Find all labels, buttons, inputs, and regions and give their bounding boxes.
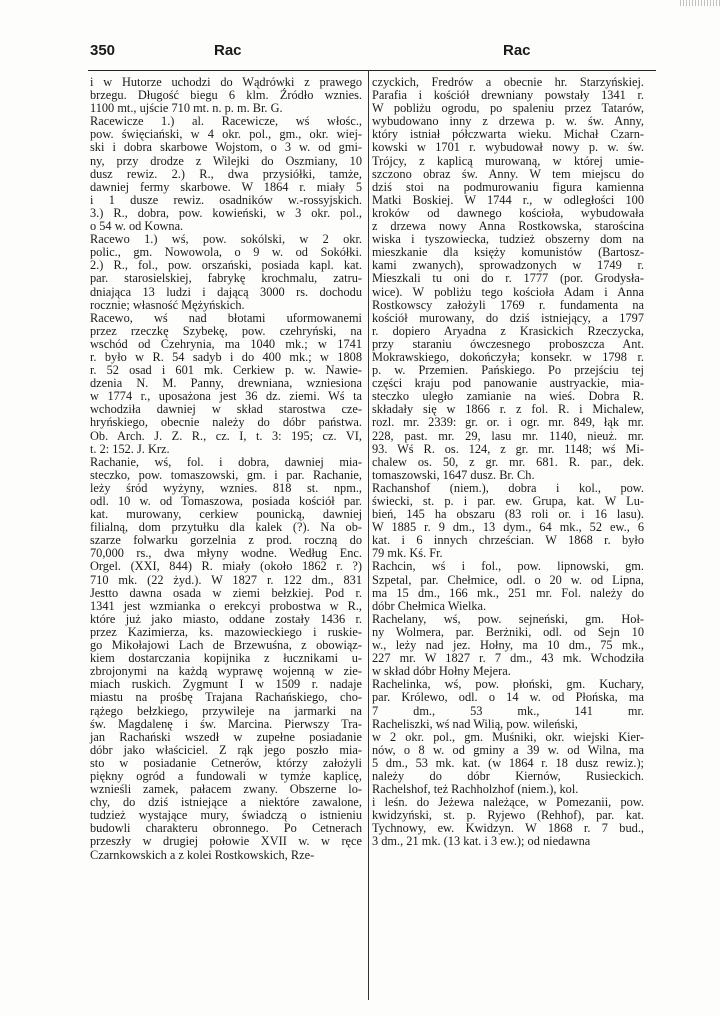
text-line: p. w. Przemien. Pańskiego. Po przejściu tej — [372, 363, 644, 378]
text-line: Mokrawskiego, dokończyła; konsekr. w 1798 r. — [372, 349, 644, 364]
page-header — [0, 42, 720, 64]
text-line: w 2 okr. pol., gm. Muśniki, okr. wiejski Kier- — [372, 729, 644, 744]
text-line: kat. murowany, cerkiew pounicką, dawniej — [90, 507, 362, 522]
text-line: dóbr jako właściciel. Z rąk jego poszło mia- — [90, 742, 362, 757]
text-line: miastu na prośbę Trajana Rachańskiego, cho- — [90, 690, 362, 705]
text-line: kat. i 6 innych chrześcian. W 1868 r. było — [372, 533, 644, 548]
text-line: bień, 145 ha obszaru (83 roli or. i 16 lasu). — [372, 507, 644, 522]
right-running-head: Rac — [503, 42, 531, 59]
text-line: 3 dm., 21 mk. (13 kat. i 3 ew.); od niedawna — [372, 834, 591, 849]
text-line: tomaszowski, 1647 dusz. Br. Ch. — [372, 467, 535, 482]
text-line: Jestto dawna osada w ziemi bełzkiej. Pod r. — [90, 585, 362, 600]
text-line: leży śród wyżyny, wznies. 818 st. npm., — [90, 480, 362, 495]
text-line: Tychnowy, ew. Kwidzyn. W 1868 r. 7 bud., — [372, 821, 644, 836]
text-line: dziś stoi na podmurowaniu figura kamienna — [372, 179, 644, 194]
text-line: r. dopiero Aryadna z Krasickich Rzeczycka, — [372, 323, 644, 338]
text-line: ny Wolmera, par. Berżniki, odl. od Sejn 10 — [372, 624, 644, 639]
text-line: czyckich, Fredrów a obecnie hr. Starzyńskiej. — [372, 75, 644, 89]
text-line: Ob. Arch. J. Z. R., cz. I, t. 3: 195; cz. VI, — [90, 428, 362, 443]
text-line: kwidzyński, st. p. Ryjewo (Rehhof), par. kat. — [372, 808, 644, 823]
text-line: Racewicze 1.) al. Racewicze, wś włośc., — [90, 114, 362, 129]
text-line: Rachanshof (niem.), dobra i kol., pow. — [372, 480, 644, 495]
text-line: pow. święciański, w 4 okr. pol., gm., okr. wiej- — [90, 127, 362, 142]
text-line: dniająca 13 ludzi i dającą 3000 rs. dochodu — [90, 284, 362, 299]
text-line: Racewo, wś nad błotami uformowanemi — [90, 310, 362, 325]
text-line: ski i dobra skarbowe Wojstom, o 3 w. od gmi- — [90, 140, 362, 155]
text-line: przez rzeczkę Szybekę, pow. czehryński, na — [90, 323, 362, 338]
text-line: 70,000 rs., dwa młyny wodne. Według Enc. — [90, 546, 362, 561]
text-line: dzenia N. M. Panny, drewniana, wzniesiona — [90, 376, 362, 391]
text-line: szczono obraz św. Anny. W tem miejscu do — [372, 166, 644, 181]
text-line: w 1774 r., uposażona jest 36 dz. ziemi. Wś ta — [90, 389, 362, 404]
text-line: filialną, dom przytułku dla kalek (?). Na ob- — [90, 520, 362, 535]
text-line: wice). W pobliżu tego kościoła Adam i Anna — [372, 284, 644, 299]
text-line: wznieśli zamek, pałacem zwany. Obszerne lo- — [90, 782, 362, 797]
text-line: należy do dóbr Kiernów, Rusieckich. — [372, 768, 644, 783]
text-line: dóbr Chełmica Wielka. — [372, 598, 487, 613]
text-line: t. 2: 152. J. Krz. — [90, 441, 170, 456]
text-line: 228, past. mr. 29, lasu mr. 1140, nieuż. mr. — [372, 428, 644, 443]
text-line: budowli charakteru obronnego. Po Cetnerach — [90, 821, 362, 836]
text-line: w., leży nad jez. Hołny, ma 10 dm., 75 mk., — [372, 638, 644, 653]
text-line: i w Hutorze uchodzi do Wądrówki z prawego — [90, 75, 362, 89]
column-divider — [368, 70, 369, 1000]
text-line: sto w posiadanie Cetnerów, którzy założyli — [90, 755, 362, 770]
text-line: ny, przy drodze z Wilejki do Oszmiany, 10 — [90, 153, 362, 168]
text-line: które już jako miasto, oddane zostały 1436 r. — [90, 611, 362, 626]
text-line: chalew os. 50, z gr. mr. 681. R. par., dek. — [372, 454, 644, 469]
text-line: Czarnkowskich a z kolei Rostkowskich, Rze- — [90, 847, 315, 862]
text-line: kiem dostarczania kopijnika z łucznikami u- — [90, 651, 362, 666]
text-line: rocznie; własność Mężyńskich. — [90, 297, 245, 312]
text-line: 1341 jest wzmianka o erekcyi probostwa w R., — [90, 598, 362, 613]
text-line: r. było w R. 54 sadyb i do 400 mk.; w 1808 — [90, 349, 362, 364]
text-line: Racewo 1.) wś, pow. sokólski, w 2 okr. — [90, 232, 362, 247]
text-line: składały się w 1866 r. z fol. R. i Michalew, — [372, 402, 644, 417]
text-line: Szpetal, par. Chełmice, odl. o 20 w. od Lipna, — [372, 572, 644, 587]
text-line: zbrojonymi na każdą wyprawę wojenną w zie- — [90, 664, 362, 679]
text-line: jan Rachański wszedł w zupełne posiadanie — [90, 729, 362, 744]
text-line: par. starosielskiej, fabrykę krochmalu, zatru- — [90, 271, 362, 286]
text-line: 3.) R., dobra, pow. kowieński, w 3 okr. pol., — [90, 205, 362, 220]
text-line: przy staraniu ówczesnego proboszcza Ant. — [372, 336, 644, 351]
scan-artifact — [680, 0, 720, 6]
text-line: 79 mk. Kś. Fr. — [372, 546, 443, 561]
text-line: wchodziła dawniej w skład starostwa cze- — [90, 402, 362, 417]
text-line: odl. 10 w. od Tomaszowa, posiada kościół par. — [90, 494, 362, 508]
text-line: przez Kazimierza, ks. mazowieckiego i ruskie- — [90, 624, 362, 639]
text-line: Rachelinka, wś, pow. płoński, gm. Kuchary, — [372, 677, 644, 692]
text-line: świecki, st. p. i par. ew. Grupa, kat. W Lu- — [372, 494, 644, 508]
text-line: piękny ogród a fundowali w tymże kaplicę, — [90, 768, 362, 783]
text-line: W pobliżu ogrodu, po spaleniu przez Tatarów, — [372, 101, 644, 116]
text-line: 2.) R., fol., pow. orszański, posiada kapl. kat. — [90, 258, 362, 273]
text-line: nów, o 8 w. od gminy a 39 w. od Wilna, ma — [372, 742, 644, 757]
text-line: 7 dm., 53 mk., 141 mr. — [372, 703, 644, 718]
text-line: Matki Boskiej. W 1744 r., w odległości 100 — [372, 192, 644, 207]
text-line: chy, do dziś istniejące a niektóre zawalone, — [90, 795, 362, 810]
text-line: polic., gm. Nowowola, o 9 w. od Sokółki. — [90, 245, 362, 260]
right-column — [372, 76, 644, 849]
text-line: 227 mr. W 1827 r. 7 dm., 43 mk. Wchodziła — [372, 651, 644, 666]
text-line: w skład dóbr Hołny Mejera. — [372, 664, 511, 679]
text-line: i leśn. do Jeżewa należące, w Pomezanii, pow. — [372, 795, 644, 810]
text-line: mieszkanie dla księży komunistów (Bartosz- — [372, 245, 644, 260]
text-line: kościół murowany, do dziś istniejący, a 1797 — [372, 310, 644, 325]
text-line: wiska i tyszowiecka, tudzież obszerny dom na — [372, 232, 644, 247]
text-line: dusz rewiz. 2.) R., dwa przysiółki, tamże, — [90, 166, 362, 181]
text-line: przeszły w drugiej połowie XVII w. w ręce — [90, 834, 362, 849]
text-line: tudzież wystające mury, świadczą o istnieniu — [90, 808, 362, 823]
text-line: rążego bełzkiego, przywileje na jarmarki na — [90, 703, 362, 718]
text-line: Rostkowscy założyli 1769 r. fundamenta na — [372, 297, 644, 312]
text-line: steczko, pow. tomaszowski, gm. i par. Rachanie, — [90, 467, 362, 482]
text-line: 710 mk. (22 żyd.). W 1827 r. 122 dm., 831 — [90, 572, 362, 587]
text-line: Rachelshof, też Rachholzhof (niem.), kol. — [372, 782, 579, 797]
text-line: kroków od dawnego kościoła, wybudowała — [372, 205, 644, 220]
text-line: części kraju pod panowanie austryackie, mia- — [372, 376, 644, 391]
text-line: ma 15 dm., 166 mk., 251 mr. Fol. należy do — [372, 585, 644, 600]
text-line: brzegu. Długość biegu 6 klm. Źródło wznies. — [90, 88, 362, 103]
text-line: z drzewa nowy Anna Rostkowska, starościna — [372, 219, 644, 234]
text-line: 93. Wś R. os. 124, z gr. mr. 1148; wś Mi- — [372, 441, 644, 456]
header-rule — [88, 70, 656, 71]
left-running-head: Rac — [214, 42, 242, 59]
text-line: i 1 dusze rewiz. osadników w.-rossyjskich. — [90, 192, 362, 207]
text-line: o 54 w. od Kowna. — [90, 219, 184, 234]
text-line: par. Królewo, odl. o 14 w. od Płońska, ma — [372, 690, 644, 705]
text-line: W 1885 r. 9 dm., 13 dym., 64 mk., 52 ew., 6 — [372, 520, 644, 535]
text-line: hryńskiego, obecnie należy do dóbr państwa. — [90, 415, 362, 430]
text-line: Rachelany, wś, pow. sejneński, gm. Hoł- — [372, 611, 644, 626]
text-line: go Mikołajowi Lach de Brzewuśna, z obowiąz- — [90, 638, 362, 653]
text-line: dawniej fermy skarbowe. W 1864 r. miały 5 — [90, 179, 362, 194]
text-line: wybudowano inny z drzewa p. w. św. Anny, — [372, 114, 644, 129]
left-column — [90, 76, 362, 862]
text-line: św. Magdalenę i św. Marcina. Pierwszy Tra- — [90, 716, 362, 731]
text-line: kowski w 1701 r. wybudował nowy p. w. św. — [372, 140, 644, 155]
text-line: rozl. mr. 2339: gr. or. i ogr. mr. 849, łąk mr. — [372, 415, 644, 430]
text-line: Orgel. (XXI, 844) R. miały (około 1862 r. ?) — [90, 559, 362, 574]
text-line: r. 52 osad i 601 mk. Cerkiew p. w. Nawie- — [90, 363, 362, 378]
text-line: kami zwanych), sprowadzonych w 1749 r. — [372, 258, 644, 273]
text-line: który istniał półczwarta wieku. Michał Czarn- — [372, 127, 644, 142]
text-line: wschód od Czehrynia, ma 1040 mk.; w 1741 — [90, 336, 362, 351]
text-line: Parafia i kościół drewniany powstały 1341 r. — [372, 88, 644, 103]
text-line: 1100 mt., ujście 710 mt. n. p. m. Br. G. — [90, 101, 283, 116]
text-line: Racheliszki, wś nad Wilią, pow. wileński, — [372, 716, 578, 731]
text-line: Mieszkali tu oni do r. 1777 (por. Grodysła- — [372, 271, 644, 286]
text-line: steczko uległo zamianie na wieś. Dobra R. — [372, 389, 644, 404]
text-line: Trójcy, z kaplicą murowaną, w której umie- — [372, 153, 644, 168]
text-line: 5 dm., 53 mk. kat. (w 1864 r. 18 dusz rewiz.); — [372, 755, 644, 770]
text-line: szarze folwarku gorzelnia z prod. roczną do — [90, 533, 362, 548]
text-line: Rachanie, wś, fol. i dobra, dawniej mia- — [90, 454, 362, 469]
text-line: Rachcin, wś i fol., pow. lipnowski, gm. — [372, 559, 644, 574]
page-number: 350 — [90, 42, 116, 59]
text-line: miach ruskich. Zygmunt I w 1509 r. nadaje — [90, 677, 362, 692]
